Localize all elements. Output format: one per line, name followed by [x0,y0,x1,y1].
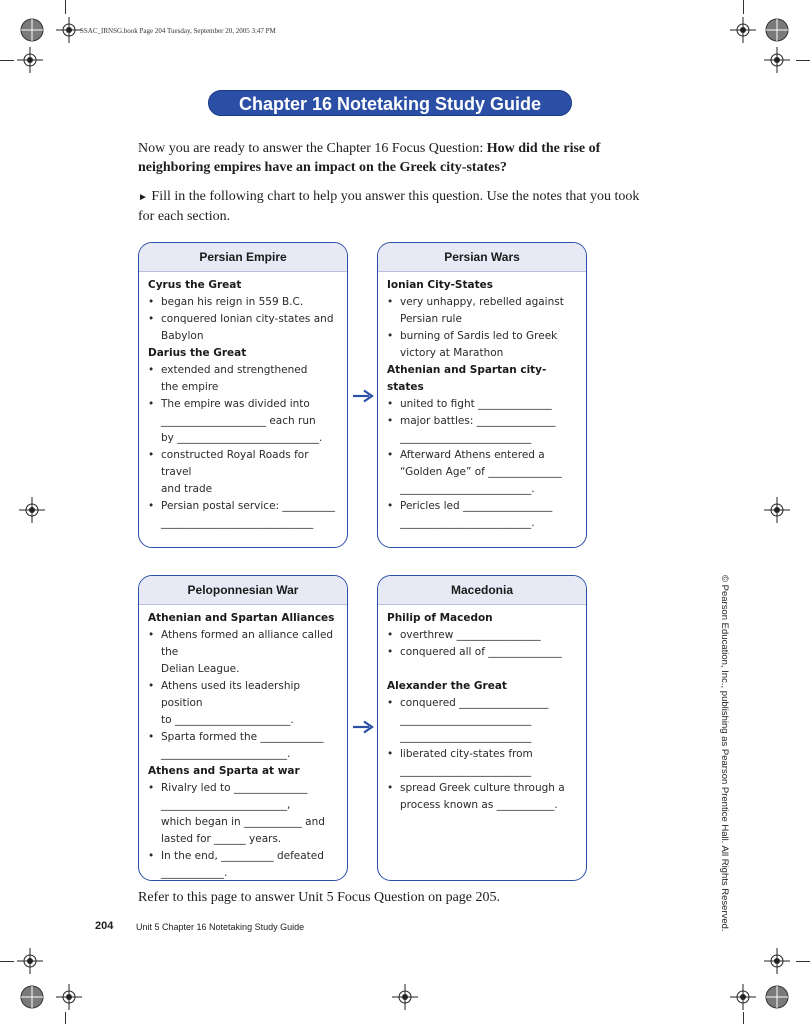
bullet-item: • began his reign in 559 B.C. [148,294,339,311]
section-heading: Alexander the Great [387,680,507,692]
continuation-line: process known as ___________. [400,799,558,811]
print-header: SSAC_IRNSG.book Page 204 Tuesday, September 20, 2005 3:47 PM [80,27,276,35]
page-number: 204 [95,920,114,932]
box-peloponnesian-war [138,575,348,881]
registration-mark-icon [19,984,45,1010]
footer-note: Refer to this page to answer Unit 5 Focus Question on page 205. [138,890,500,905]
bullet-item: • conquered all of ______________ [387,644,578,661]
section-heading: Cyrus the Great [148,279,242,291]
continuation-line: Babylon [161,330,204,342]
trim-mark [796,60,810,61]
copyright-text: © Pearson Education, Inc., publishing as Pearson Prentice Hall. All Rights Reserved. [719,575,730,932]
crosshair-icon [730,17,756,43]
continuation-line: _________________________ [400,714,532,726]
box-heading: Persian Empire [139,243,347,272]
focus-question-lead: Now you are ready to answer the Chapter 16 Focus Question: [138,141,487,156]
bullet-item: • Athens used its leadership position [148,678,339,712]
bullet-item: • Afterward Athens entered a [387,447,578,464]
crosshair-icon [56,17,82,43]
crosshair-icon [17,47,43,73]
crosshair-icon [764,47,790,73]
focus-question-bold: How did the rise of neighboring empires have an impact on the Greek city-states? [138,141,601,175]
continuation-line: _________________________ [400,765,532,777]
box-macedonia [377,575,587,881]
trim-mark [0,961,14,962]
continuation-line: ________________________. [161,748,291,760]
crosshair-icon [17,948,43,974]
box-body [378,605,586,814]
trim-mark [65,0,66,14]
section-heading: Darius the Great [148,347,247,359]
continuation-line: to ______________________. [161,714,294,726]
crosshair-icon [19,497,45,523]
continuation-line: _________________________. [400,483,535,495]
bullet-item: • spread Greek culture through a [387,780,578,797]
continuation-line: _____________________________ [161,517,314,529]
box-heading: Peloponnesian War [139,576,347,605]
crosshair-icon [730,984,756,1010]
bullet-item: • The empire was divided into [148,396,339,413]
continuation-line: which began in ___________ and [161,816,325,828]
bullet-item: • burning of Sardis led to Greek [387,328,578,345]
trim-mark [0,60,14,61]
box-heading: Persian Wars [378,243,586,272]
bullet-item: • Pericles led _________________ [387,498,578,515]
bullet-item: • Sparta formed the ____________ [148,729,339,746]
trim-mark [743,0,744,14]
registration-mark-icon [764,984,790,1010]
bullet-item: • extended and strengthened [148,362,339,379]
section-heading: Philip of Macedon [387,612,493,624]
box-body [139,605,347,881]
section-heading: Athens and Sparta at war [148,765,300,777]
bullet-item: • major battles: _______________ [387,413,578,430]
continuation-line: the empire [161,381,219,393]
box-persian-empire [138,242,348,548]
crosshair-icon [764,497,790,523]
bullet-item: • In the end, __________ defeated [148,848,339,865]
box-heading: Macedonia [378,576,586,605]
registration-mark-icon [764,17,790,43]
instruction-text: Fill in the following chart to help you answer this question. Use the notes that you took for each section. [138,189,640,224]
page-title: Chapter 16 Notetaking Study Guide [208,90,572,116]
continuation-line: Delian League. [161,663,240,675]
bullet-item: • united to fight ______________ [387,396,578,413]
continuation-line: by ___________________________. [161,432,323,444]
box-body [378,272,586,532]
continuation-line: _________________________. [400,517,535,529]
spacer [387,661,578,678]
continuation-line: and trade [161,483,213,495]
copyright-notice [716,575,730,932]
bullet-item: • very unhappy, rebelled against [387,294,578,311]
crosshair-icon [56,984,82,1010]
box-persian-wars [377,242,587,548]
section-heading: Athenian and Spartan city-states [387,364,547,393]
box-body [139,272,347,532]
focus-question [138,139,643,177]
bullet-item: • overthrew ________________ [387,627,578,644]
continuation-line: ____________________ each run [161,415,316,427]
continuation-line: Persian rule [400,313,462,325]
continuation-line: ________________________, [161,799,291,811]
trim-mark [743,1012,744,1024]
section-heading: Athenian and Spartan Alliances [148,612,335,624]
bullet-item: • Athens formed an alliance called the [148,627,339,661]
continuation-line: _________________________ [400,432,532,444]
right-arrow-icon [352,720,374,734]
right-arrow-icon [352,389,374,403]
bullet-item: • Persian postal service: __________ [148,498,339,515]
continuation-line: victory at Marathon [400,347,504,359]
instruction [138,187,643,226]
bullet-item: • constructed Royal Roads for travel [148,447,339,481]
continuation-line: lasted for ______ years. [161,833,282,845]
crosshair-icon [764,948,790,974]
continuation-line: _________________________ [400,731,532,743]
bullet-item: • conquered Ionian city-states and [148,311,339,328]
crosshair-icon [392,984,418,1010]
continuation-line: ____________. [161,867,228,879]
continuation-line: “Golden Age” of ______________ [400,466,562,478]
triangle-bullet-icon: ► [138,192,148,203]
bullet-item: • Rivalry led to ______________ [148,780,339,797]
bullet-item: • liberated city-states from [387,746,578,763]
page-label: Unit 5 Chapter 16 Notetaking Study Guide [136,922,305,932]
bullet-item: • conquered _________________ [387,695,578,712]
registration-mark-icon [19,17,45,43]
section-heading: Ionian City-States [387,279,493,291]
trim-mark [65,1012,66,1024]
trim-mark [796,961,810,962]
